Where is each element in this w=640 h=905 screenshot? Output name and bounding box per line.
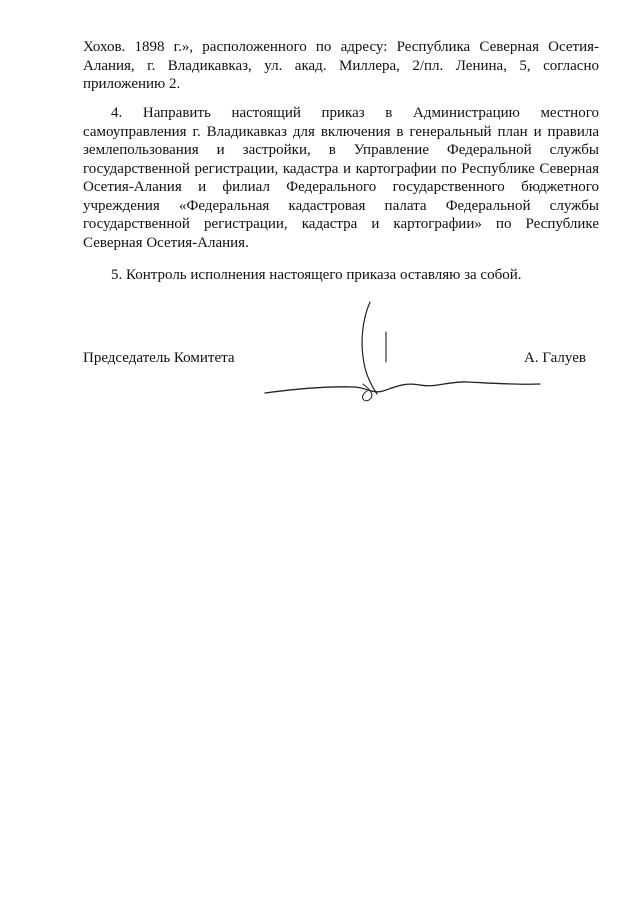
signatory-name: А. Галуев bbox=[524, 350, 586, 366]
signatory-position: Председатель Комитета bbox=[83, 350, 235, 366]
paragraph-item-5: 5. Контроль исполнения настоящего приказа оставляю за собой. bbox=[111, 267, 522, 283]
paragraph-continuation: Хохов. 1898 г.», расположенного по адресу: Республика Северная Осетия-Алания, г. Владикавказ, ул. акад. Миллера, 2/пл. Ленина, 5, согласно приложению 2. bbox=[83, 39, 599, 92]
handwritten-signature bbox=[255, 290, 545, 410]
paragraph-item-4: 4. Направить настоящий приказ в Администрацию местного самоуправления г. Владикавказ для включения в генеральный план и правила землепользования и застройки, в Управление Федеральной службы государственной регистрации, кадастра и картографии по Республике Северная Осетия-Алания и филиал Федерального государственного бюджетного учреждения «Федеральная кадастровая палата Федеральной службы государственной регистрации, кадастра и картографии» по Республике Северная Осетия-Алания. bbox=[83, 105, 599, 251]
